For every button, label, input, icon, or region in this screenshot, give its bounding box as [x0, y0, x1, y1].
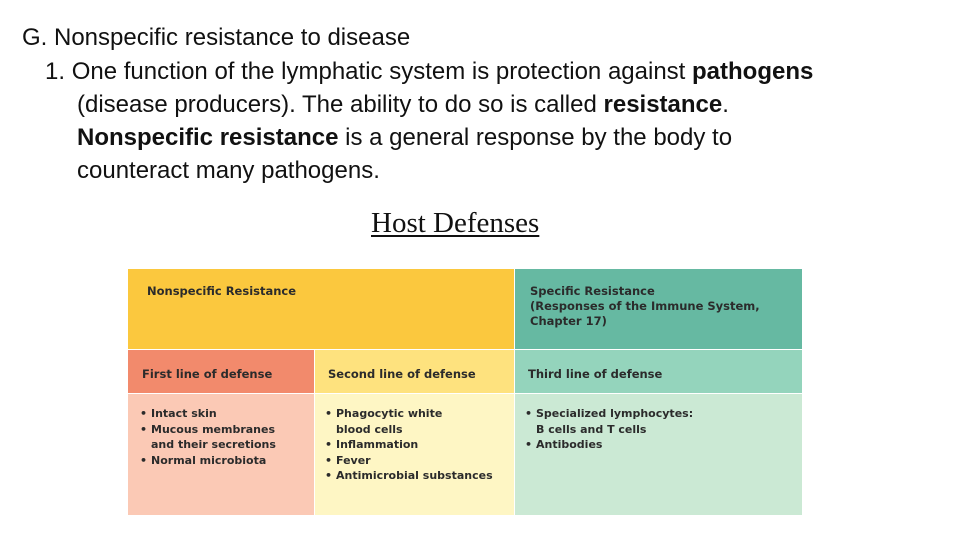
third-line-label: Third line of defense [528, 367, 663, 381]
section-heading: G. Nonspecific resistance to disease [22, 24, 411, 51]
specific-resistance-header [514, 269, 802, 349]
term-pathogens: pathogens [692, 58, 814, 85]
point-number: 1. [45, 58, 66, 85]
list-item: • Phagocytic white blood cells [324, 406, 514, 437]
first-line-list [139, 406, 314, 468]
third-line-header [514, 349, 802, 393]
second-line-body [314, 393, 514, 515]
term-nonspecific-resistance: Nonspecific resistance [77, 124, 339, 151]
specific-resistance-label: Specific Resistance (Responses of the Immune System, Chapter 17) [530, 284, 760, 328]
point-text: (disease producers). The ability to do so is called [77, 91, 604, 118]
third-line-list [524, 406, 802, 453]
list-item: • Antimicrobial substances [324, 468, 514, 484]
list-item: • Inflammation [324, 437, 514, 453]
host-defenses-table [128, 269, 802, 515]
point-1-line-2 [45, 88, 950, 121]
nonspecific-resistance-header [128, 269, 514, 349]
list-item: • Mucous membranes and their secretions [139, 422, 314, 453]
second-line-list [324, 406, 514, 484]
point-1-line-1 [45, 55, 950, 88]
point-text: One function of the lymphatic system is protection against [71, 58, 692, 85]
nonspecific-resistance-label: Nonspecific Resistance [147, 284, 297, 298]
third-line-body [514, 393, 802, 515]
point-text: . [722, 91, 729, 118]
first-line-header [128, 349, 314, 393]
point-1-line-3 [45, 121, 950, 154]
first-line-label: First line of defense [142, 367, 273, 381]
list-item: • Fever [324, 453, 514, 469]
list-item: • Normal microbiota [139, 453, 314, 469]
list-item: • Intact skin [139, 406, 314, 422]
point-1-line-4: counteract many pathogens. [77, 157, 380, 184]
second-line-label: Second line of defense [328, 367, 476, 381]
list-item: • Specialized lymphocytes: B cells and T cells [524, 406, 802, 437]
list-item: • Antibodies [524, 437, 802, 453]
second-line-header [314, 349, 514, 393]
term-resistance: resistance [603, 91, 723, 118]
point-1 [45, 55, 950, 187]
figure-title: Host Defenses [371, 207, 540, 239]
first-line-body [128, 393, 314, 515]
point-text: is a general response by the body to [338, 124, 733, 151]
